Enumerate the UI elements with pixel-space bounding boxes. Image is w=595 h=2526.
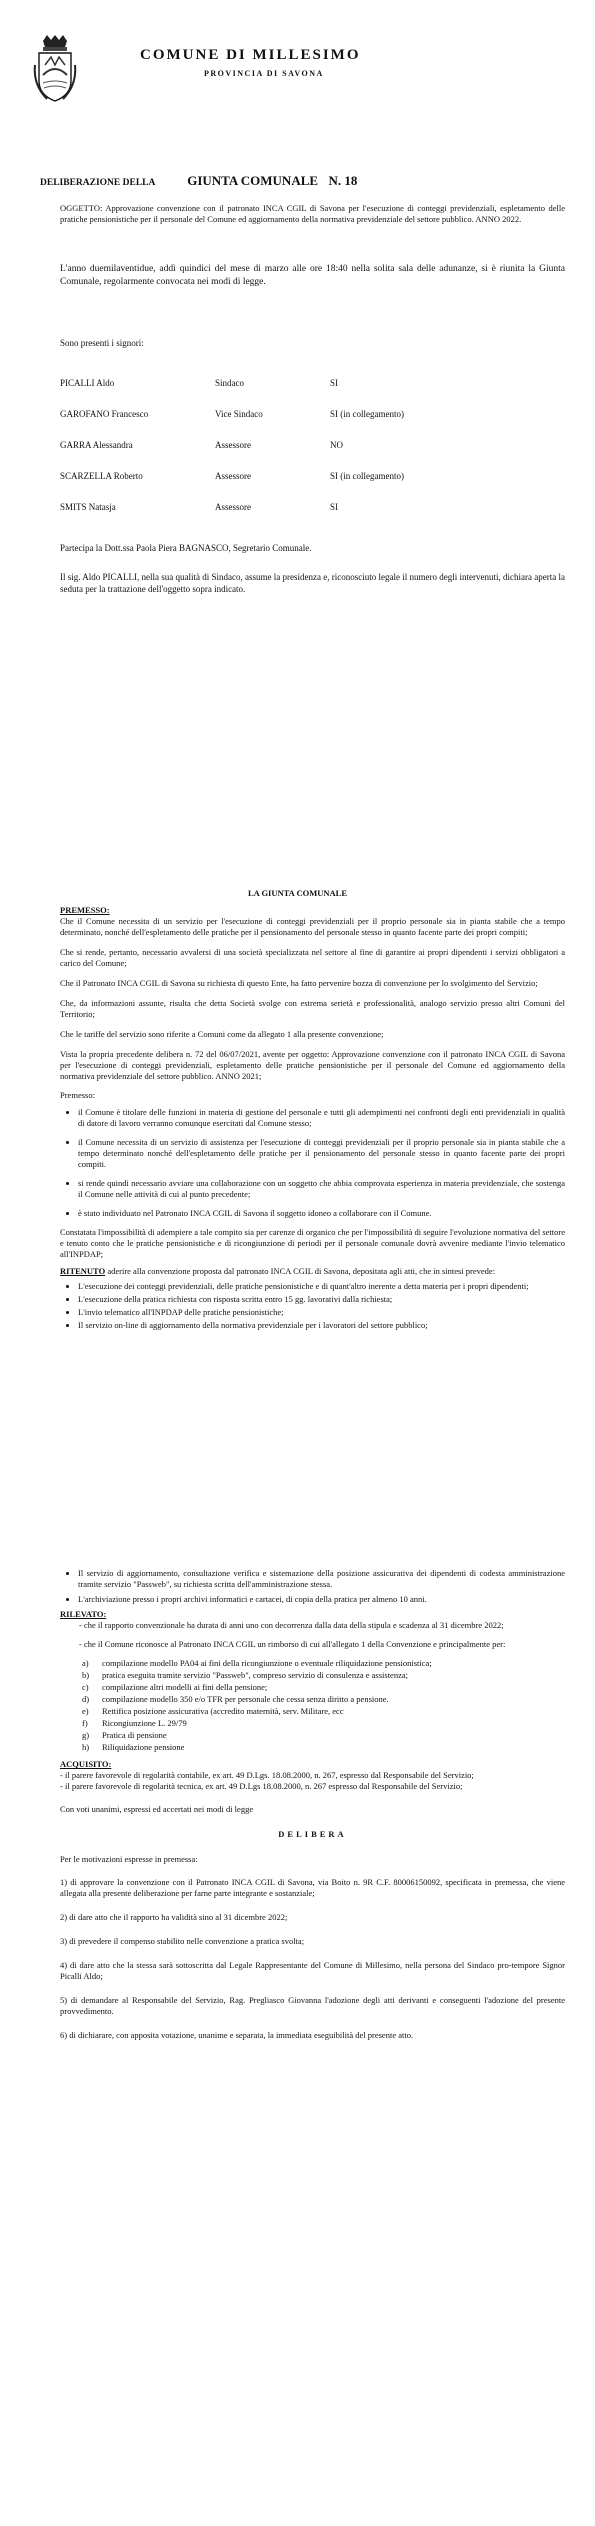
acquisito-dash: - (60, 1781, 65, 1791)
presente-ruolo: Assessore (215, 502, 251, 512)
acquisito-text: il parere favorevole di regolarità tecnica, ex art. 49 D.Lgs 18.08.2000, n. 267 espresso dal Responsabile del Servizio; (64, 1781, 463, 1791)
presenti-table (60, 378, 404, 533)
intro-paragraph: L'anno duemilaventidue, addì quindici del mese di marzo alle ore 18:40 nella solita sala delle adunanze, si è riunita la Giunta Comunale, regolarmente convocata nei modi di legge. (60, 264, 565, 287)
ritenuto-text: aderire alla convenzione proposta dal patronato INCA CGIL di Savona, depositata agli atti, che in sintesi prevede: (105, 1266, 496, 1276)
presidenza-paragraph: Il sig. Aldo PICALLI, nella sua qualità di Sindaco, assume la presidenza e, riconosciuto legale il numero degli intervenuti, dichiara aperta la seduta per la trattazione dell'oggetto sopra indicato. (60, 572, 565, 594)
voti-paragraph: Con voti unanimi, espressi ed accertati nei modi di legge (60, 1804, 254, 1814)
presente-stato: NO (330, 440, 343, 450)
delibera-punto: 4) di dare atto che la stessa sarà sottoscritta dal Legale Rappresentante del Comune di Millesimo, nella persona del Sindaco pro-tempore Signor Picalli Aldo; (60, 1960, 565, 1981)
premesso-paragraph: Vista la propria precedente delibera n. 72 del 06/07/2021, avente per oggetto: Approvazione convenzione con il patronato INCA CGIL di Savona per l'esecuzione di conteggi previdenziali, espletamento delle pratiche pensionistiche per il personale del Comune ed aggiornamento della normativa previdenziale del settore pubblico. ANNO 2021; (60, 1049, 565, 1081)
premesso2-item: • è stato individuato nel Patronato INCA CGIL di Savona il soggetto idoneo a collaborare con il Comune. (78, 1208, 565, 1219)
premesso-paragraph: Che si rende, pertanto, necessario avvalersi di una società specializzata nel settore al fine di garantire ai propri dipendenti i servizi obbligatori a carico del Comune; (60, 947, 565, 968)
ritenuto-label: RITENUTO (60, 1266, 106, 1276)
rimborso-text: Riliquidazione pensione (102, 1742, 185, 1752)
delibera-label: DELIBERAZIONE DELLA (40, 178, 155, 188)
rimborso-text: compilazione modello PA04 ai fini della ricongiunzione o eventuale riliquidazione pensionistica; (102, 1658, 432, 1668)
rimborso-item (60, 1682, 565, 1693)
acquisito-label: ACQUISITO: (60, 1759, 112, 1769)
acquisito-item (60, 1770, 565, 1781)
premesso2-item: • il Comune è titolare delle funzioni in materia di gestione del personale e tutti gli adempimenti nei confronti degli enti previdenziali in qualità di datore di lavoro verranno comunque esercitati dal Comune stesso; (78, 1107, 565, 1129)
rimborso-text: Rettifica posizione assicurativa (accredito maternità, serv. Militare, ecc (102, 1706, 344, 1716)
rimborso-letter: d) (82, 1694, 90, 1704)
acquisito-dash: - (60, 1770, 65, 1780)
presente-row (60, 409, 404, 440)
presente-row (60, 471, 404, 502)
rimborso-item (60, 1730, 565, 1741)
presente-nome: GAROFANO Francesco (60, 409, 149, 419)
ritenuto-item: • Il servizio on-line di aggiornamento della normativa previdenziale per i lavoratori del settore pubblico; (78, 1320, 565, 1331)
oggetto-paragraph: OGGETTO: Approvazione convenzione con il patronato INCA CGIL di Savona per l'esecuzione di conteggi previdenziali, espletamento delle pratiche pensionistiche per il personale del Comune ed aggiornamento della normativa previdenziale del settore pubblico. ANNO 2022. (60, 203, 565, 224)
presente-row (60, 502, 404, 533)
ritenuto-item: • L'esecuzione della pratica richiesta con risposta scritta entro 15 gg. lavorativi dalla richiesta; (78, 1294, 565, 1305)
rimborso-letter: b) (82, 1670, 90, 1680)
presente-nome: PICALLI Aldo (60, 378, 115, 388)
rimborso-text: compilazione altri modelli ai fini della pensione; (102, 1682, 268, 1692)
premesso-paragraph: Che il Patronato INCA CGIL di Savona su richiesta di questo Ente, ha fatto pervenire bozza di convenzione per lo svolgimento del Servizio; (60, 978, 538, 988)
premesso-section (60, 905, 565, 1333)
rimborso-item (60, 1706, 565, 1717)
presente-stato: SI (330, 378, 339, 388)
presente-stato: SI (in collegamento) (330, 409, 404, 419)
rimborso-item (60, 1658, 565, 1669)
rimborso-text: Pratica di pensione (102, 1730, 167, 1740)
premesso-paragraph: Che il Comune necessita di un servizio per l'esecuzione di conteggi previdenziali per il proprio personale sia in pianta stabile che a tempo determinato, nonché dell'espletamento delle pratiche per il pensionamento del personale stesso in quanto facente parte dei propri compiti; (60, 916, 565, 937)
giunta-title: LA GIUNTA COMUNALE (247, 888, 348, 898)
rimborso-text: Ricongiunzione L. 29/79 (102, 1718, 187, 1728)
delibera-punto: 5) di demandare al Responsabile del Servizio, Rag. Pregliasco Giovanna l'adozione degli atti derivanti e conseguenti l'adozione del presente provvedimento. (60, 1995, 565, 2016)
rilevato-item: - che il Comune riconosce al Patronato INCA CGIL un rimborso di cui all'allegato 1 della Convenzione e principalmente per: (84, 1639, 565, 1650)
presente-stato: SI (330, 502, 339, 512)
premesso-paragraph: Che le tariffe del servizio sono riferite a Comuni come da allegato 1 alla presente convenzione; (60, 1029, 384, 1039)
ritenuto-item: • L'invio telematico all'INPDAP delle pratiche pensionistiche; (78, 1307, 565, 1318)
rilevato-item: - che il rapporto convenzionale ha durata di anni uno con decorrenza dalla data della stipula e scadenza al 31 dicembre 2022; (84, 1620, 565, 1631)
rilevato-label: RILEVATO: (60, 1609, 107, 1619)
delibera-heading (40, 175, 357, 189)
presente-nome: SMITS Natasja (60, 502, 116, 512)
presente-nome: GARRA Alessandra (60, 440, 133, 450)
rimborso-text: compilazione modello 350 e/o TFR per personale che cessa senza diritto a pensione. (102, 1694, 389, 1704)
ritenuto-item: • L'esecuzione dei conteggi previdenziali, delle pratiche pensionistiche e di quant'altro inerente a detta materia per i propri dipendenti; (78, 1281, 565, 1292)
presente-ruolo: Vice Sindaco (215, 409, 263, 419)
rimborso-letter: h) (82, 1742, 90, 1752)
constatata-paragraph: Constatata l'impossibilità di adempiere a tale compito sia per carenze di organico che per l'impossibilità di seguire l'evoluzione normativa del settore e tenuto conto che le pratiche pensionistiche e di ricongiunzione di periodi per il personale comunale dovrà avvenire mediante l'invio telematico all'INPDAP; (60, 1227, 565, 1259)
segretario-paragraph: Partecipa la Dott.ssa Paola Piera BAGNASCO, Segretario Comunale. (60, 543, 312, 553)
delibera-punto: 6) di dichiarare, con apposita votazione, unanime e separata, la immediata eseguibilità del presente atto. (60, 2030, 414, 2040)
rimborso-item (60, 1742, 565, 1753)
rimborso-item (60, 1718, 565, 1729)
acquisito-text: il parere favorevole di regolarità contabile, ex art. 49 D.Lgs. 18.08.2000, n. 267, espresso dal Responsabile del Servizio; (64, 1770, 474, 1780)
acquisito-item (60, 1781, 565, 1792)
premesso2-item: • il Comune necessita di un servizio di assistenza per l'esecuzione di conteggi previdenziali per il proprio personale sia in pianta stabile che a tempo determinato nonché dell'espletamento delle pratiche per il pensionamento del personale stesso in quanto facente parte dei propri compiti. (78, 1137, 565, 1170)
motivazioni-paragraph: Per le motivazioni espresse in premessa: (60, 1854, 198, 1864)
rimborso-item (60, 1670, 565, 1681)
rimborso-letter: f) (82, 1718, 88, 1728)
presente-nome: SCARZELLA Roberto (60, 471, 143, 481)
ritenuto-item: • Il servizio di aggiornamento, consultazione verifica e sistemazione della posizione assicurativa dei dipendenti di codesta amministrazione tramite servizio "Passweb", su richiesta scritta dell'amministrazione stessa. (78, 1568, 565, 1590)
delibera-punto: 3) di prevedere il compenso stabilito nelle convenzione a pratica svolta; (60, 1936, 305, 1946)
municipal-crest-icon (33, 35, 77, 103)
premesso-paragraph: Che, da informazioni assunte, risulta che detta Società svolge con estrema serietà e professionalità, analogo servizio presso altri Comuni del Territorio; (60, 998, 565, 1019)
rimborso-item (60, 1694, 565, 1705)
delibera-organo: GIUNTA COMUNALE (187, 173, 319, 188)
presente-ruolo: Sindaco (215, 378, 244, 388)
presenti-label: Sono presenti i signori: (60, 338, 144, 348)
presente-row (60, 378, 404, 409)
presente-stato: SI (in collegamento) (330, 471, 404, 481)
premesso2-item: • si rende quindi necessario avviare una collaborazione con un soggetto che abbia comprovata esperienza in materia previdenziale, che sostenga il Comune nelle attività di cui al punto precedente; (78, 1178, 565, 1200)
rimborso-text: pratica eseguita tramite servizio "Passweb", compreso servizio di consulenza e assistenza; (102, 1670, 408, 1680)
rilevato-section (60, 1568, 565, 2054)
delibera-punto: 2) di dare atto che il rapporto ha validità sino al 31 dicembre 2022; (60, 1912, 288, 1922)
delibera-title: DELIBERA (278, 1829, 347, 1839)
rimborso-letter: e) (82, 1706, 89, 1716)
delibera-numero: N. 18 (328, 173, 358, 188)
delibera-punto: 1) di approvare la convenzione con il Patronato INCA CGIL di Savona, via Boito n. 9R C.F. 80006150092, specificata in premessa, che viene allegata alla presente deliberazione per farne parte integrante e sostanziale; (60, 1877, 565, 1898)
presente-row (60, 440, 404, 471)
comune-title: COMUNE DI MILLESIMO (140, 47, 361, 63)
rimborso-letter: c) (82, 1682, 89, 1692)
ritenuto-item: • L'archiviazione presso i propri archivi informatici e cartacei, di copia della pratica per almeno 10 anni. (78, 1594, 565, 1605)
provincia-subtitle: PROVINCIA DI SAVONA (204, 69, 324, 78)
premesso2-label: Premesso: (60, 1090, 95, 1100)
presente-ruolo: Assessore (215, 471, 251, 481)
rimborso-letter: g) (82, 1730, 90, 1740)
rimborso-letter: a) (82, 1658, 89, 1668)
presente-ruolo: Assessore (215, 440, 251, 450)
premesso-label: PREMESSO: (60, 905, 110, 915)
